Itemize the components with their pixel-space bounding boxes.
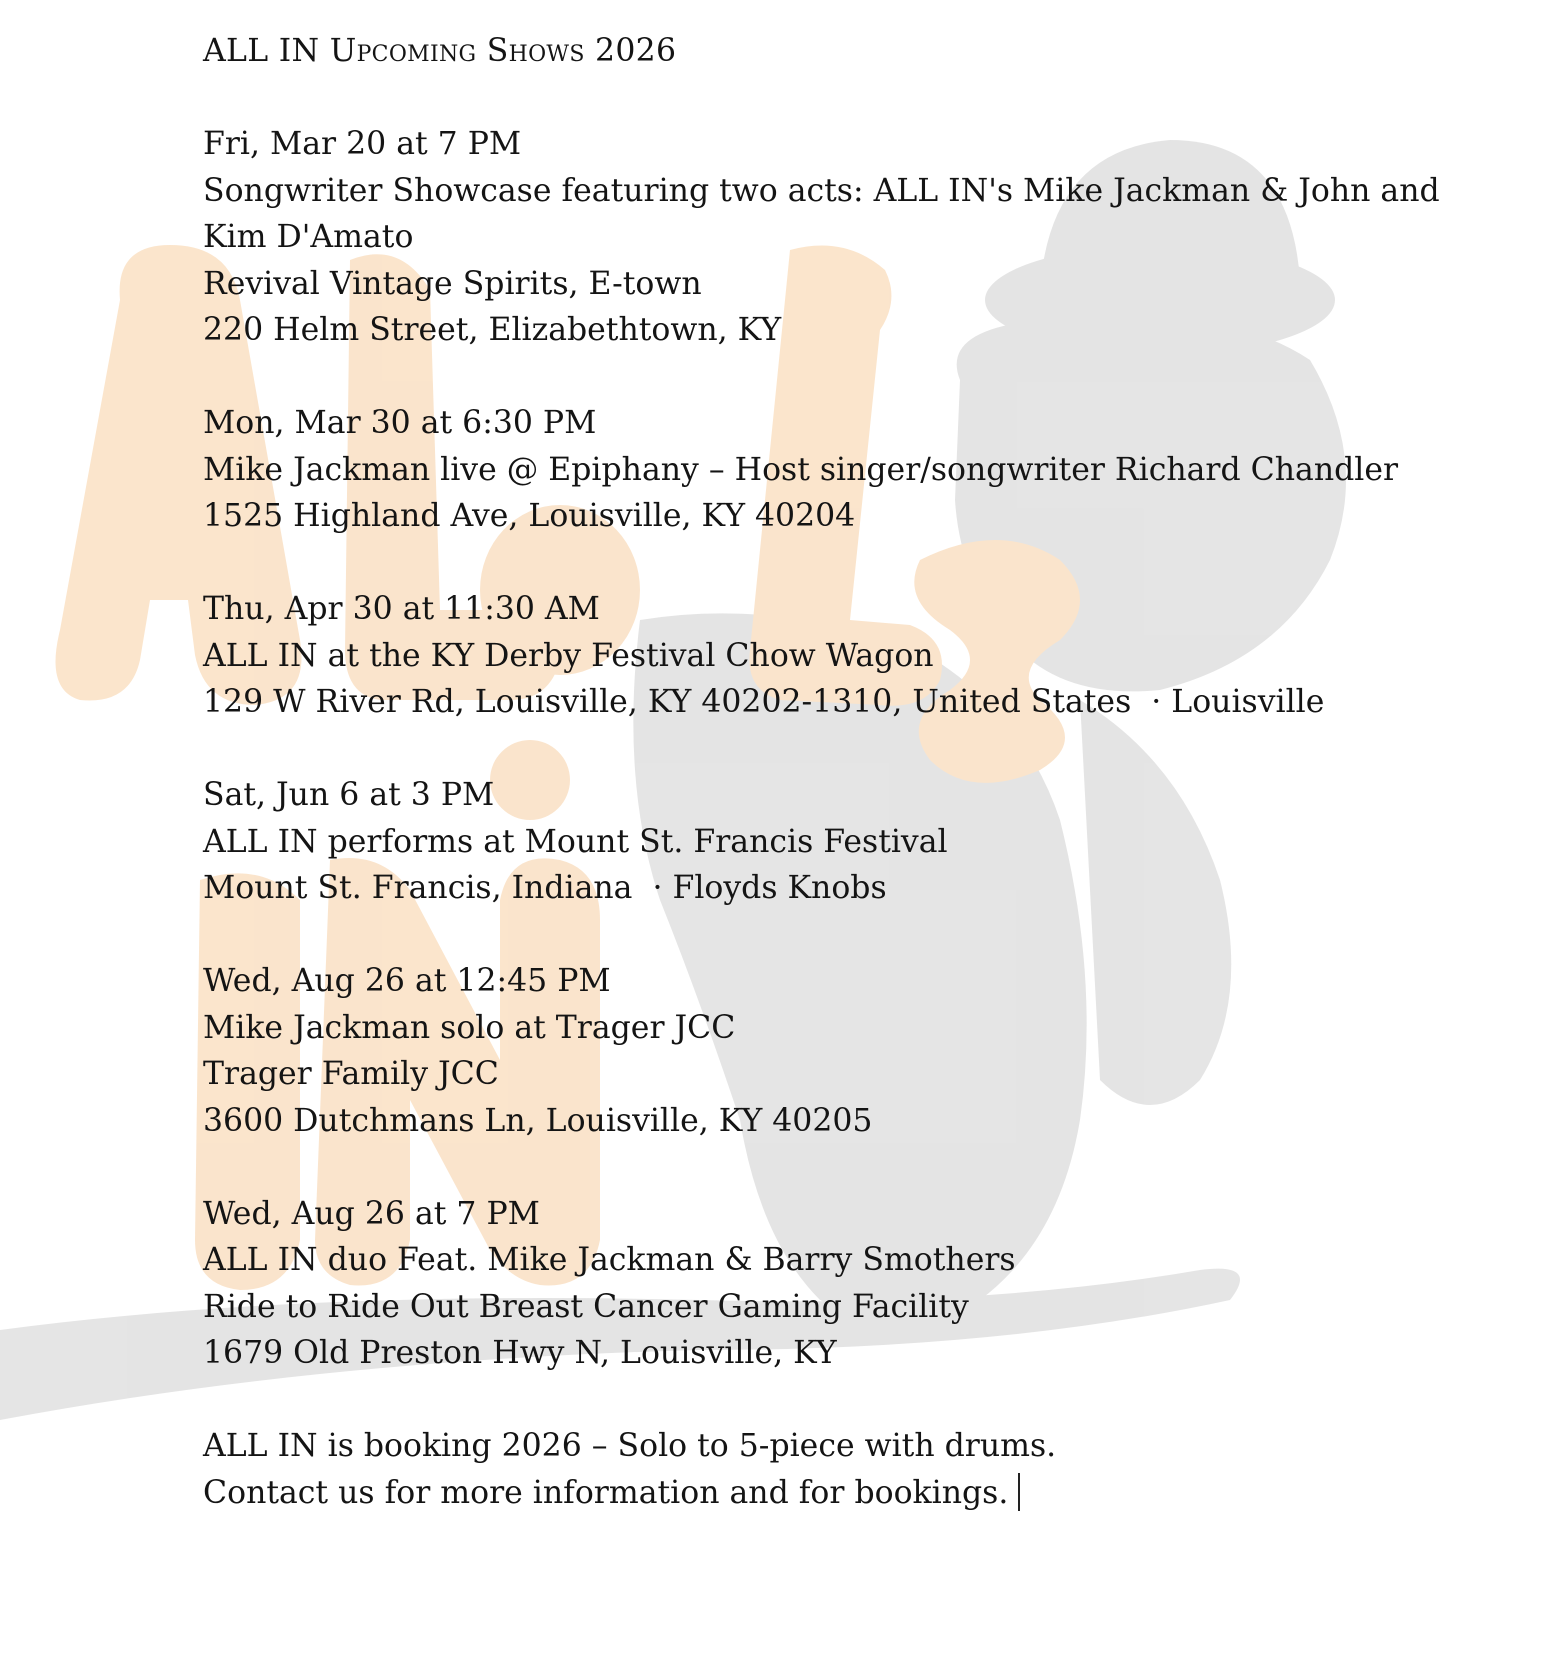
- event-entry: [203, 121, 1493, 354]
- event-entry: [203, 586, 1493, 726]
- event-address: 3600 Dutchmans Ln, Louisville, KY 40205: [203, 1102, 873, 1139]
- event-address: 129 W River Rd, Louisville, KY 40202-1310, United States · Louisville: [203, 684, 1325, 720]
- page-title: [203, 28, 1493, 75]
- booking-note[interactable]: [203, 1423, 1493, 1516]
- event-address: 1525 Highland Ave, Louisville, KY 40204: [203, 498, 856, 534]
- event-venue: Trager Family JCC: [203, 1056, 499, 1092]
- event-venue: Ride to Ride Out Breast Cancer Gaming Facility: [203, 1288, 969, 1325]
- event-venue: Revival Vintage Spirits, E-town: [203, 265, 702, 302]
- shows-document: [203, 28, 1493, 1516]
- title-subtitle: Upcoming Shows 2026: [329, 33, 677, 69]
- event-entry: [203, 772, 1493, 912]
- contact-text: Contact us for more information and for bookings.: [203, 1474, 1009, 1511]
- event-datetime: Mon, Mar 30 at 6:30 PM: [203, 405, 597, 441]
- event-datetime: Wed, Aug 26 at 12:45 PM: [203, 963, 611, 999]
- event-description: ALL IN performs at Mount St. Francis Festival: [203, 823, 948, 860]
- event-datetime: Sat, Jun 6 at 3 PM: [203, 777, 495, 813]
- event-entry: [203, 1191, 1493, 1377]
- event-address: Mount St. Francis, Indiana · Floyds Knobs: [203, 870, 887, 906]
- title-brand: ALL IN: [203, 33, 320, 69]
- event-description: ALL IN at the KY Derby Festival Chow Wagon: [203, 637, 934, 674]
- event-entry: [203, 400, 1493, 540]
- text-cursor: [1018, 1473, 1020, 1511]
- event-description: Mike Jackman live @ Epiphany – Host singer/songwriter Richard Chandler: [203, 451, 1399, 488]
- booking-line: ALL IN is booking 2026 – Solo to 5-piece with drums.: [203, 1428, 1057, 1464]
- event-datetime: Wed, Aug 26 at 7 PM: [203, 1195, 540, 1232]
- event-datetime: Thu, Apr 30 at 11:30 AM: [203, 591, 600, 627]
- event-description: ALL IN duo Feat. Mike Jackman & Barry Smothers: [203, 1242, 1016, 1278]
- event-description: Mike Jackman solo at Trager JCC: [203, 1009, 736, 1046]
- event-address: 220 Helm Street, Elizabethtown, KY: [203, 312, 782, 348]
- contact-line: [203, 1470, 1493, 1517]
- event-description: Songwriter Showcase featuring two acts: ALL IN's Mike Jackman & John and Kim D'Amato: [203, 172, 1440, 255]
- event-datetime: Fri, Mar 20 at 7 PM: [203, 126, 522, 162]
- event-entry: [203, 958, 1493, 1144]
- event-address: 1679 Old Preston Hwy N, Louisville, KY: [203, 1335, 837, 1371]
